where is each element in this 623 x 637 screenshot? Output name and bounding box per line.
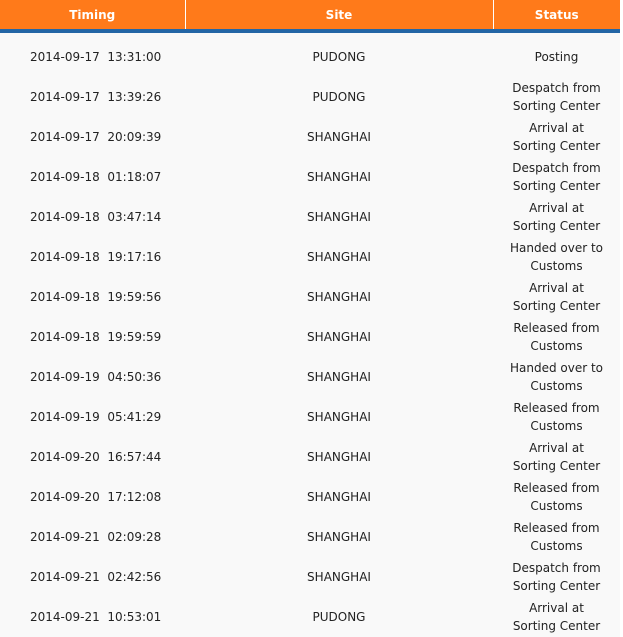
timing-cell: [0, 397, 185, 437]
table-row: [0, 557, 620, 597]
timing-time: 02:42:56: [107, 570, 162, 584]
status-cell: [493, 437, 620, 477]
timing-time: 19:59:59: [107, 330, 162, 344]
site-cell: SHANGHAI: [307, 530, 371, 544]
table-row: [0, 37, 620, 77]
timing-cell: [0, 37, 185, 77]
timing-cell: [0, 557, 185, 597]
site-cell: SHANGHAI: [307, 570, 371, 584]
status-text: Despatch from Sorting Center: [512, 561, 601, 593]
timing-date: 2014-09-18: [30, 290, 100, 304]
timing-time: 20:09:39: [107, 130, 162, 144]
status-text: Arrival at Sorting Center: [512, 201, 601, 233]
timing-time: 19:17:16: [107, 250, 162, 264]
timing-cell: [0, 197, 185, 237]
timing-time: 17:12:08: [107, 490, 162, 504]
table-row: [0, 317, 620, 357]
site-cell: SHANGHAI: [307, 490, 371, 504]
timing-time: 03:47:14: [107, 210, 162, 224]
timing-date: 2014-09-18: [30, 210, 100, 224]
status-cell: [493, 37, 620, 77]
site-cell: PUDONG: [312, 610, 366, 624]
status-cell: [493, 477, 620, 517]
timing-date: 2014-09-18: [30, 170, 100, 184]
site-cell: SHANGHAI: [307, 410, 371, 424]
status-text: Arrival at Sorting Center: [512, 601, 601, 633]
timing-date: 2014-09-19: [30, 410, 100, 424]
status-text: Handed over to Customs: [509, 361, 604, 393]
timing-date: 2014-09-20: [30, 450, 100, 464]
table-row: [0, 597, 620, 637]
status-text: Arrival at Sorting Center: [512, 121, 601, 153]
header-timing[interactable]: Timing: [0, 0, 185, 31]
timing-date: 2014-09-21: [30, 570, 100, 584]
timing-cell: [0, 277, 185, 317]
site-cell: SHANGHAI: [307, 330, 371, 344]
site-cell: SHANGHAI: [307, 290, 371, 304]
header-row: [0, 0, 620, 31]
status-text: Released from Customs: [513, 521, 600, 553]
timing-date: 2014-09-18: [30, 330, 100, 344]
site-cell: SHANGHAI: [307, 170, 371, 184]
timing-cell: [0, 117, 185, 157]
site-cell: SHANGHAI: [307, 130, 371, 144]
table-row: [0, 277, 620, 317]
status-text: Despatch from Sorting Center: [512, 161, 601, 193]
timing-date: 2014-09-21: [30, 530, 100, 544]
table-row: [0, 77, 620, 117]
status-cell: [493, 237, 620, 277]
site-cell: SHANGHAI: [307, 250, 371, 264]
timing-date: 2014-09-19: [30, 370, 100, 384]
status-text: Despatch from Sorting Center: [512, 81, 601, 113]
status-cell: [493, 597, 620, 637]
timing-time: 13:39:26: [107, 90, 162, 104]
timing-date: 2014-09-21: [30, 610, 100, 624]
status-text: Posting: [534, 50, 579, 64]
status-text: Handed over to Customs: [509, 241, 604, 273]
timing-time: 05:41:29: [107, 410, 162, 424]
site-cell: SHANGHAI: [307, 450, 371, 464]
timing-cell: [0, 357, 185, 397]
status-cell: [493, 557, 620, 597]
status-cell: [493, 397, 620, 437]
status-cell: [493, 77, 620, 117]
timing-date: 2014-09-18: [30, 250, 100, 264]
status-cell: [493, 117, 620, 157]
timing-cell: [0, 77, 185, 117]
table-row: [0, 357, 620, 397]
table-row: [0, 397, 620, 437]
status-text: Arrival at Sorting Center: [512, 281, 601, 313]
timing-time: 16:57:44: [107, 450, 162, 464]
table-row: [0, 237, 620, 277]
timing-time: 01:18:07: [107, 170, 162, 184]
timing-cell: [0, 157, 185, 197]
status-text: Released from Customs: [513, 401, 600, 433]
site-cell: PUDONG: [312, 90, 366, 104]
timing-cell: [0, 477, 185, 517]
timing-date: 2014-09-17: [30, 50, 100, 64]
timing-date: 2014-09-17: [30, 90, 100, 104]
timing-time: 10:53:01: [107, 610, 162, 624]
timing-time: 13:31:00: [107, 50, 162, 64]
timing-date: 2014-09-17: [30, 130, 100, 144]
status-cell: [493, 317, 620, 357]
status-cell: [493, 357, 620, 397]
site-cell: PUDONG: [312, 50, 366, 64]
status-text: Arrival at Sorting Center: [512, 441, 601, 473]
status-text: Released from Customs: [513, 321, 600, 353]
header-site[interactable]: Site: [185, 0, 493, 31]
timing-cell: [0, 597, 185, 637]
table-row: [0, 197, 620, 237]
table-row: [0, 477, 620, 517]
timing-cell: [0, 437, 185, 477]
timing-cell: [0, 517, 185, 557]
timing-time: 04:50:36: [107, 370, 162, 384]
table-row: [0, 517, 620, 557]
status-text: Released from Customs: [513, 481, 600, 513]
timing-date: 2014-09-20: [30, 490, 100, 504]
table-body: [0, 31, 620, 637]
table-row: [0, 157, 620, 197]
table-row: [0, 117, 620, 157]
timing-cell: [0, 317, 185, 357]
timing-cell: [0, 237, 185, 277]
timing-time: 19:59:56: [107, 290, 162, 304]
table-row: [0, 437, 620, 477]
table-header: [0, 0, 620, 31]
status-cell: [493, 157, 620, 197]
status-cell: [493, 197, 620, 237]
timing-time: 02:09:28: [107, 530, 162, 544]
status-cell: [493, 277, 620, 317]
header-status[interactable]: Status: [493, 0, 620, 31]
status-cell: [493, 517, 620, 557]
site-cell: SHANGHAI: [307, 210, 371, 224]
site-cell: SHANGHAI: [307, 370, 371, 384]
